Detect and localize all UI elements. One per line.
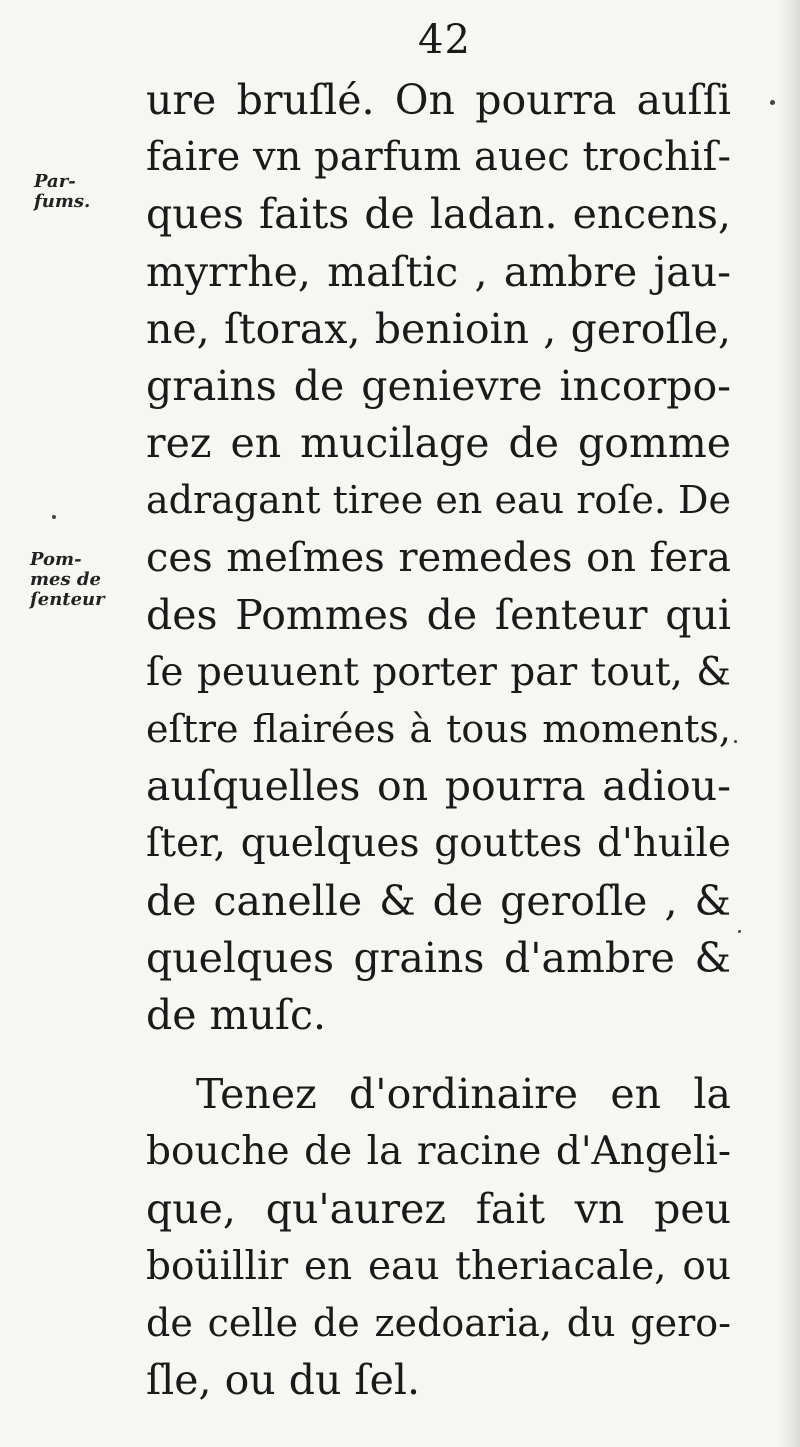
text-line: adragant tiree en eau roſe. De — [146, 478, 731, 523]
text-line: que, qu'aurez fait vn peu — [146, 1184, 731, 1233]
margin-note-line: fums. — [34, 191, 91, 212]
page-edge-shadow — [778, 0, 800, 1447]
text-line: ſle, ou du ſel. — [146, 1356, 421, 1405]
margin-note-pommes-de-senteur — [30, 550, 130, 610]
ink-speck — [738, 930, 741, 933]
text-line: Tenez d'ordinaire en la — [196, 1070, 731, 1119]
text-line: des Pommes de ſenteur qui — [146, 590, 731, 639]
margin-note-line: Par- — [34, 171, 76, 192]
text-line: ques faits de ladan. encens, — [146, 190, 731, 239]
text-line: quelques grains d'ambre & — [146, 933, 731, 982]
text-line: de canelle & de geroſle , & — [146, 876, 731, 925]
text-line: rez en mucilage de gomme — [146, 419, 731, 468]
paragraph-2 — [146, 1066, 731, 1409]
margin-note-line: Pom- — [30, 549, 82, 570]
text-line: ſter, quelques gouttes d'huile — [146, 821, 731, 867]
text-line: ne, ſtorax, benioin , geroſle, — [146, 304, 731, 353]
ink-speck — [734, 740, 737, 743]
text-line: ces meſmes remedes on fera — [146, 534, 731, 581]
text-line: boüillir en eau theriacale, ou — [146, 1243, 731, 1289]
text-line: ſe peuuent porter par tout, & — [146, 649, 731, 695]
margin-note-line: ſenteur — [30, 589, 105, 610]
text-line: bouche de la racine d'Angeli- — [146, 1129, 731, 1175]
text-line: auſquelles on pourra adiou- — [146, 762, 731, 811]
margin-note-parfums — [34, 172, 114, 212]
text-line: grains de genievre incorpo- — [146, 361, 731, 410]
paragraph-1 — [146, 72, 731, 1044]
ink-speck — [52, 515, 56, 519]
text-line: ure bruſlé. On pourra auſſi — [146, 76, 731, 124]
margin-note-line: mes de — [30, 569, 101, 590]
ink-speck — [770, 100, 775, 105]
text-line: de celle de zedoaria, du gero- — [146, 1300, 731, 1345]
body-text — [146, 72, 731, 1409]
text-line: myrrhe, maſtic , ambre jau- — [146, 247, 731, 296]
text-line: eſtre flairées à tous moments, — [146, 707, 731, 752]
text-line: de muſc. — [146, 991, 326, 1039]
page-number: 42 — [418, 17, 471, 63]
text-line: faire vn parfum auec trochiſ- — [146, 134, 731, 181]
